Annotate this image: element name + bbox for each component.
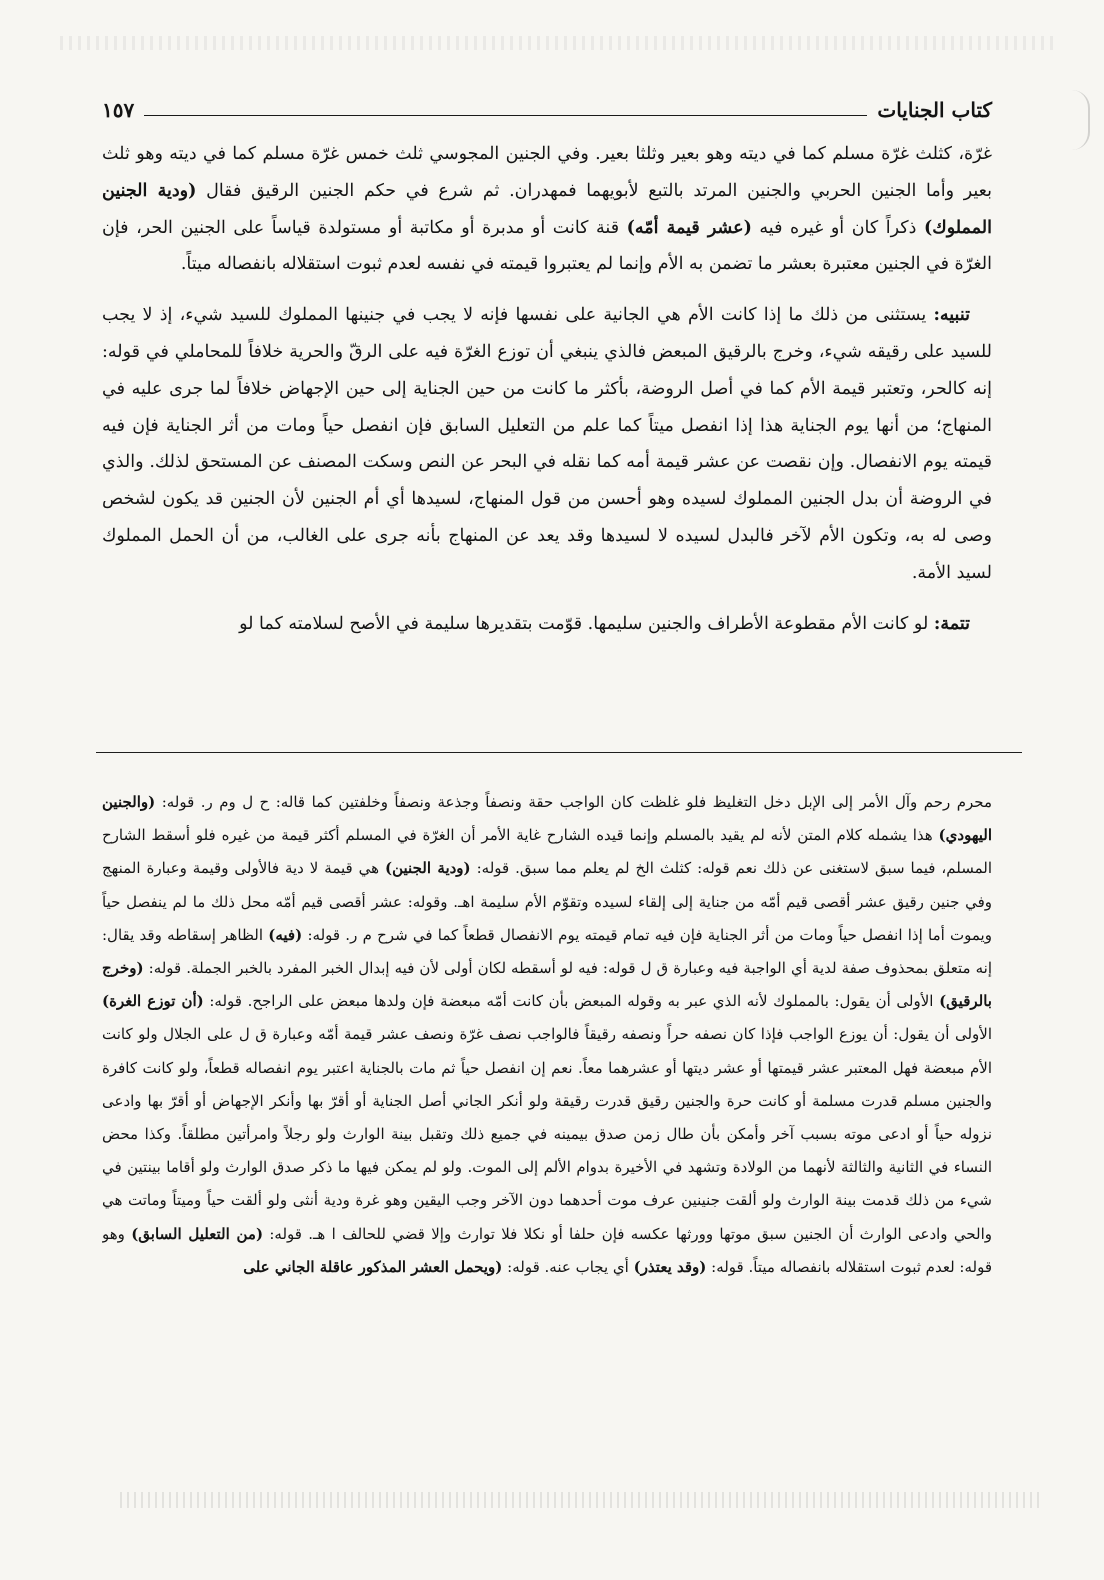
footnote-text: هذا يشمله كلام المتن لأنه لم يقيد بالمسلم وإنما قيده الشارح غاية الأمر أن الغرّة في المسلم أكثر قيمة من غيره فلو أسقط الشارح المسلم، فيما سبق لاستغنى عن ذلك نعم قوله: كثلث الخ لم يعلم مما سبق. قوله:: [102, 826, 992, 878]
tatimma-label: تتمة:: [933, 613, 970, 634]
main-paragraph-1-text-c: قنة كانت أو مدبرة أو مكاتبة أو مستولدة قياساً على الجنين الحر، فإن الغرّة في الجنين معتبرة بعشر ما تضمن به الأم وإنما لم يعتبروا قيمته في نفسه لعدم ثبوت استقلاله بانفصاله ميتاً.: [102, 217, 992, 275]
footnote-quote: (من التعليل السابق): [131, 1224, 264, 1243]
page-number: ١٥٧: [102, 98, 135, 122]
footnote-text: الأولى أن يقول: أن يوزع الواجب فإذا كان نصفه حراً ونصفه رقيقاً فالواجب نصف غرّة ونصف عشر قيمة أمّه وعبارة ق ل على الجلال ولو كانت الأم مبعضة فهل المعتبر عشر قيمتها أو عشر ديتها أو عشرهما معاً. نعم إن انفصل حياً ثم مات بالجناية اعتبر يوم انفصاله قطعاً، ولو كانت كافرة والجنين مسلم قدرت مسلمة أو كانت حرة والجنين رقيق قدرت رقيقة ولو أنكر الجاني أصل الجناية أو أقرّ بها وأنكر الإجهاض أو أقرّ بها وادعى نزوله حياً أو ادعى موته بسبب آخر وأمكن بأن طال زمن صدق بيمينه في جميع ذلك وتقبل بينة الوارث ولو رجلاً وامرأتين مطلقاً. وكذا محض النساء في الثانية والثالثة لأنهما من الولادة وتشهد في الأخيرة بدوام الألم إلى الموت. ولو لم يمكن فيها ما ذكر صدق الوارث ولو أقاما بينتين في شيء من ذلك قدمت بينة الوارث ولو ألقت جنينين عرف موت أحدهما دون الآخر وجب اليقين وهو غرة ودية أنثى ولو ألقت حياً وميتاً وماتت هي والحي وادعى الوارث أن الجنين سبق موتها وورثها عكسه فإن حلفا أو نكلا فلا توارث وإلا قضي للحالف ا هـ. قوله:: [102, 1025, 992, 1243]
footnote-quote: (وخرج بالرقيق): [102, 959, 992, 1011]
footnote-quote: (فيه): [268, 925, 303, 944]
main-paragraph-1: [102, 136, 992, 283]
footnotes: [102, 786, 992, 1476]
footnote-text: محرم رحم وآل الأمر إلى الإبل دخل التغليظ فلو غلظت كان الواجب حقة ونصفاً وجذعة ونصفاً وخلفتين كما قاله: ح ل وم ر. قوله:: [161, 793, 992, 811]
tatimma-text: لو كانت الأم مقطوعة الأطراف والجنين سليمها. قوّمت بتقديرها سليمة في الأصح لسلامته كما لو: [239, 613, 929, 634]
scan-edge-top: [60, 36, 1054, 50]
footnote-text: الأولى أن يقول: بالمملوك لأنه الذي عبر به وقوله المبعض بأن كانت أمّه مبعضة فإن ولدها مبعض على الراجح. قوله:: [209, 992, 934, 1011]
header-rule: [144, 115, 867, 116]
matn-quote-1: (ودية الجنين المملوك): [102, 180, 992, 238]
main-paragraph-2: [102, 297, 992, 591]
footnote-text: هي قيمة لا دية فالأولى وقيمة وعبارة المنهج وفي جنين رقيق عشر أقصى قيم أمّه من جناية إلى إلقاء لسيده وتقوّم الأم سليمة اهـ. وقوله: عشر أقصى قيم أمّه محل ذلك ما لم ينفصل حياً ويموت أما إذا انفصل حياً ومات من أثر الجناية فإن فيه تمام قيمته يوم الانفصال قطعاً كما في شرح م ر. قوله:: [102, 859, 992, 944]
footnote-quote: (والجنين اليهودي): [102, 793, 992, 845]
tanbih-text: يستثنى من ذلك ما إذا كانت الأم هي الجانية على نفسها فإنه لا يجب في جنينها المملوك للسيد شيء، إذ لا يجب للسيد على رقيقه شيء، وخرج بالرقيق المبعض فالذي ينبغي أن توزع الغرّة فيه على الرقّ والحرية خلافاً للمحاملي في قوله: إنه كالحر، وتعتبر قيمة الأم كما في أصل الروضة، بأكثر ما كانت من حين الجناية إلى حين الإجهاض خلافاً لما جرى عليه في المنهاج؛ من أنها يوم الجناية هذا إذا انفصل ميتاً كما علم من التعليل السابق فإن انفصل حياً ومات من أثر الجناية فإن فيه قيمته يوم الانفصال. وإن نقصت عن عشر قيمة أمه كما نقله في البحر عن النص وسكت المصنف عن المستحق لذلك. والذي في الروضة أن بدل الجنين المملوك لسيده وهو أحسن من قول المنهاج، لسيدها أي أم الجنين لأن الجنين قد يكون لشخص وصى له به، وتكون الأم لآخر فالبدل لسيده لا لسيدها وقد يعد عن المنهاج بأنه جرى على الغالب، من أن الحمل المملوك لسيد الأمة.: [102, 305, 992, 583]
main-paragraph-1-text-b: ذكراً كان أو غيره فيه: [759, 217, 917, 238]
footnote-text: الظاهر إسقاطه وقد يقال: إنه متعلق بمحذوف صفة لدية أي الواجبة فيه وعبارة ق ل قوله: فيه لو أسقطه لكان أولى لأن فيه إبدال الخبر المفرد بالخبر الجملة. قوله:: [102, 925, 992, 978]
scan-edge-right: [1072, 90, 1090, 150]
running-head: [102, 92, 992, 122]
footnote-quote: (أن توزع الغرة): [102, 992, 204, 1011]
tanbih-label: تنبيه:: [933, 305, 970, 326]
footnote-quote: (ويحمل العشر المذكور عاقلة الجاني على: [243, 1257, 503, 1276]
footnote-quote: (وقد يعتذر): [633, 1257, 707, 1276]
scan-edge-bottom: [120, 1492, 1044, 1508]
footnote-text: وهو قوله: لعدم ثبوت استقلاله بانفصاله ميتاً. قوله:: [102, 1224, 992, 1276]
footnote-quote: (ودية الجنين): [385, 859, 471, 878]
matn-quote-2: (عشر قيمة أمّه): [626, 217, 752, 238]
footnote-text: أي يجاب عنه. قوله:: [507, 1257, 629, 1276]
book-title: كتاب الجنايات: [877, 98, 992, 122]
footnote-separator: [96, 752, 1022, 753]
footnote-paragraph: [102, 786, 992, 1284]
main-paragraph-1-text-a: غرّة، كثلث غرّة مسلم كما في ديته وهو بعير وثلثا بعير. وفي الجنين المجوسي ثلث خمس غرّة مسلم كما في ديته وهو ثلث بعير وأما الجنين الحربي والجنين المرتد بالتبع لأبويهما فمهدران. ثم شرع في حكم الجنين الرقيق فقال: [102, 144, 992, 201]
main-paragraph-3: [102, 606, 992, 643]
main-text: [102, 136, 992, 716]
